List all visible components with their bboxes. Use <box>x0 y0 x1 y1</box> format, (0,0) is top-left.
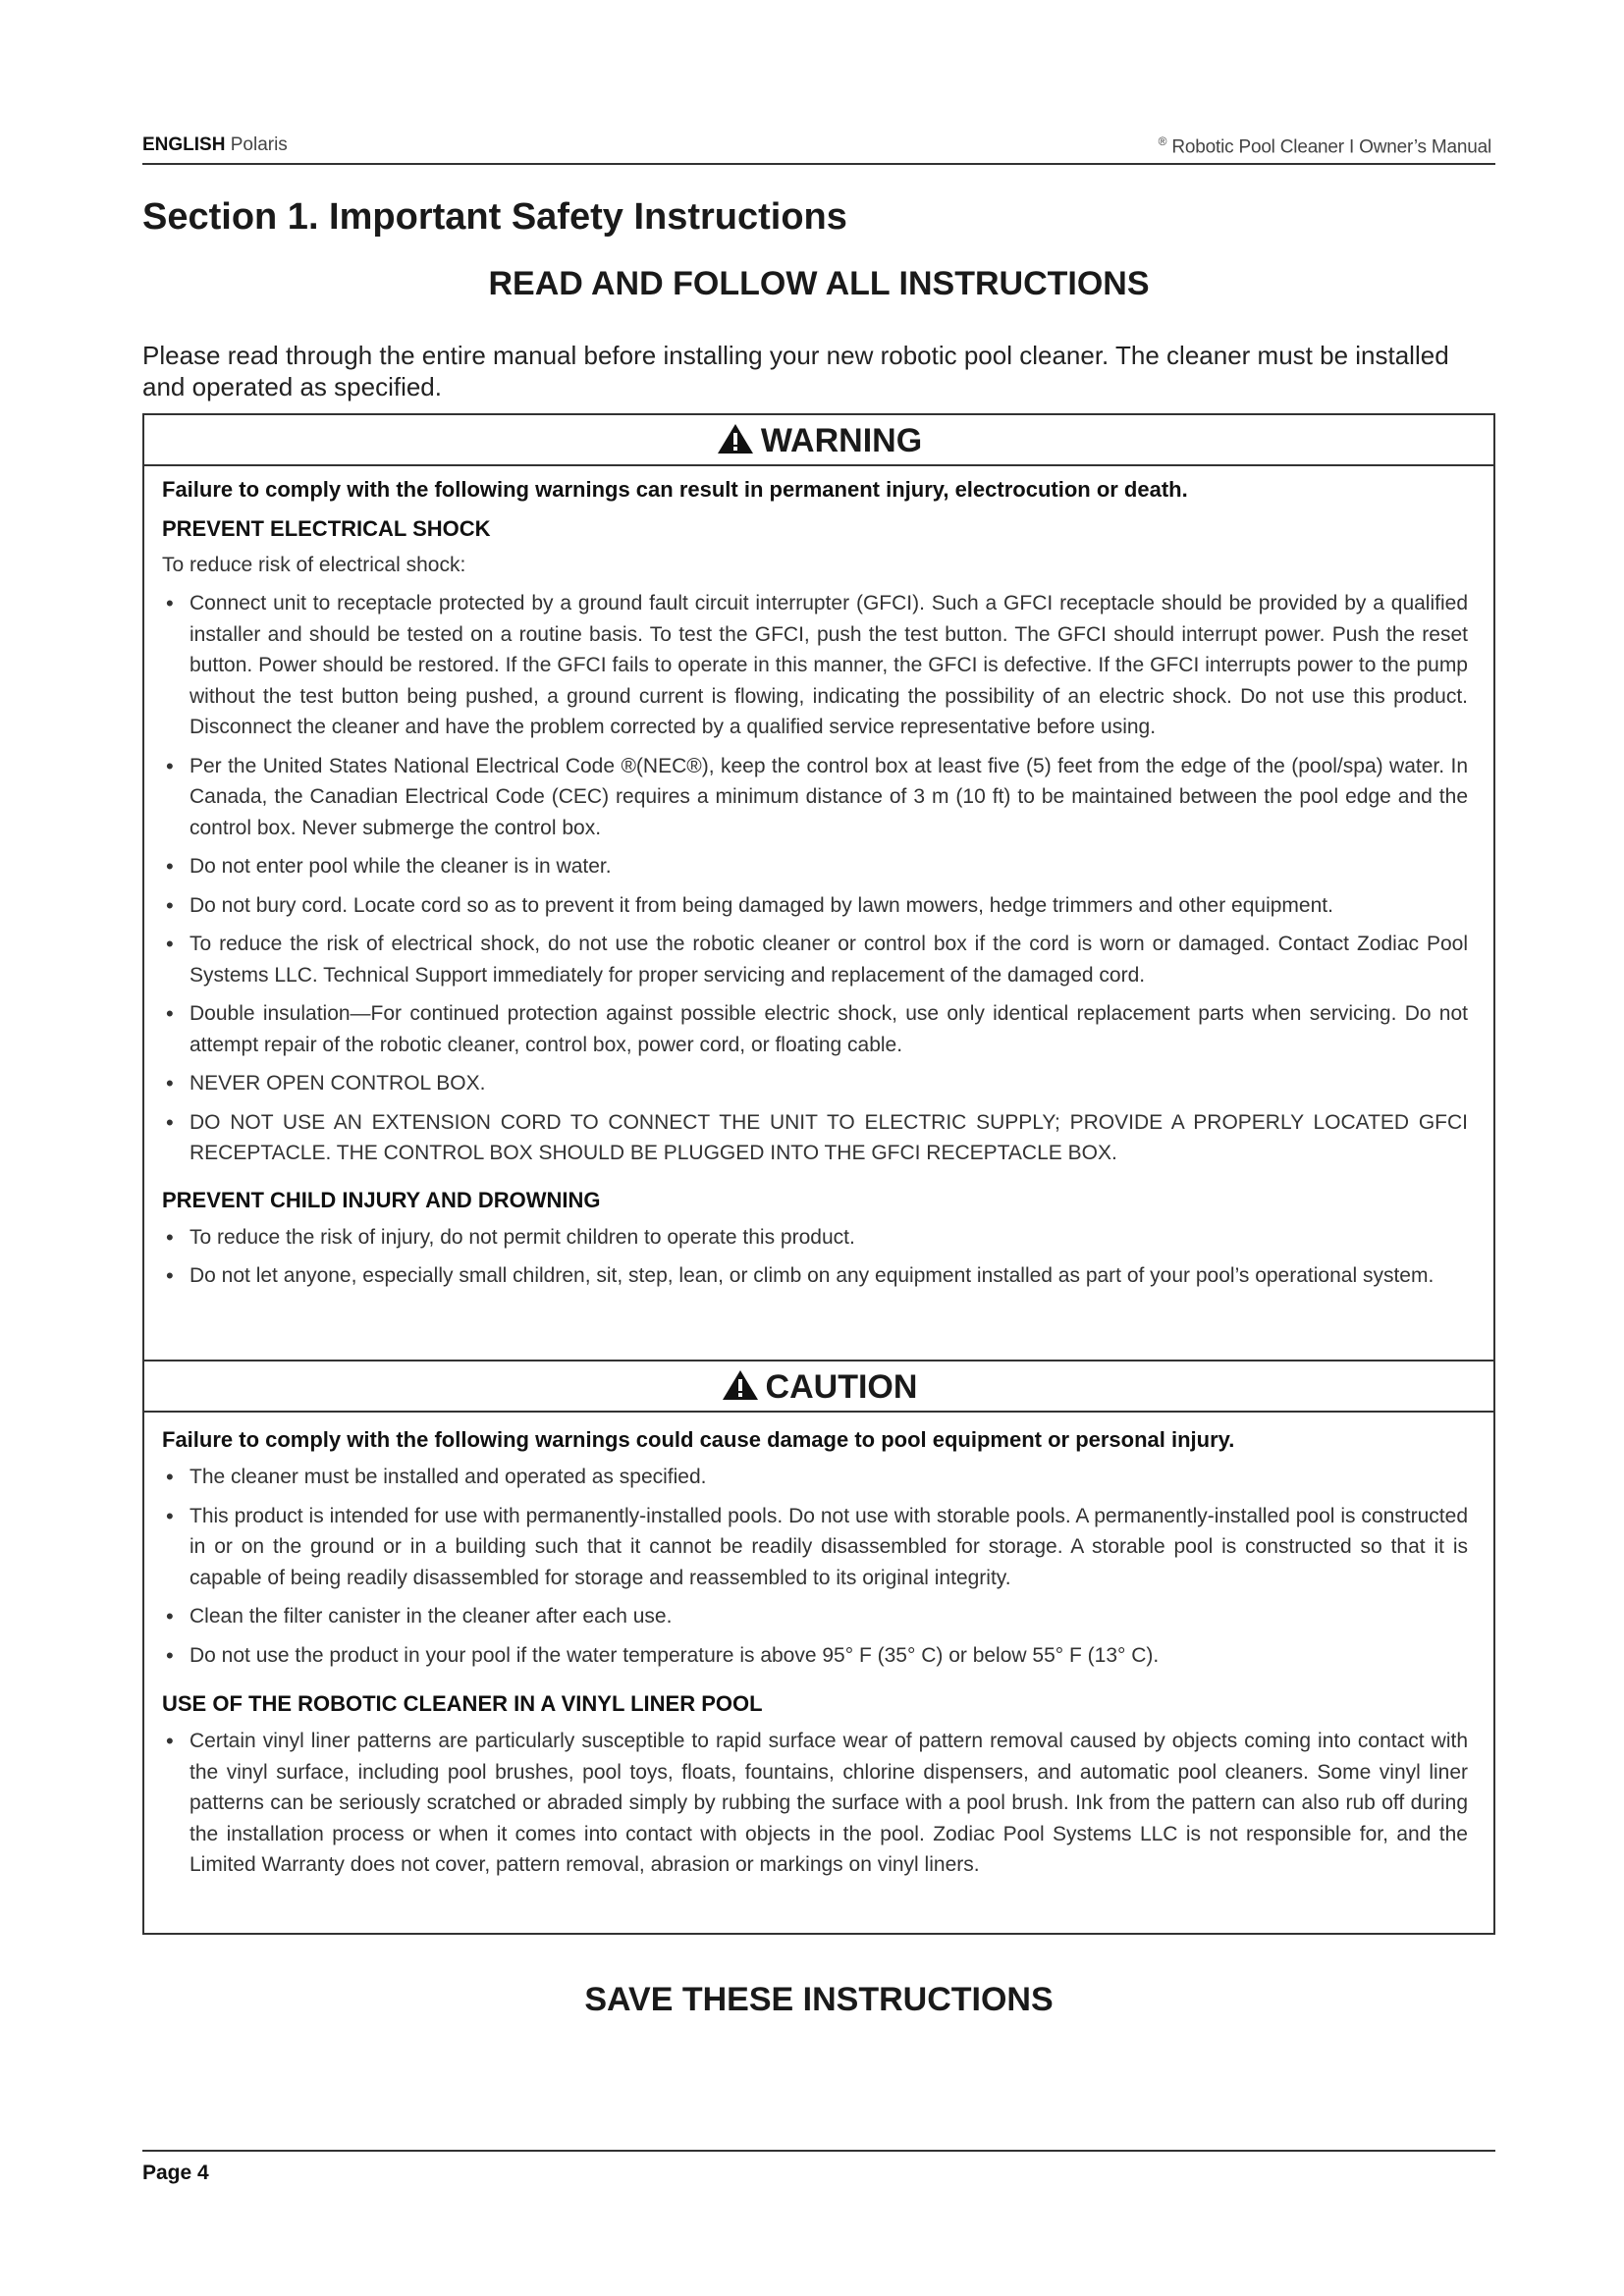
list-item: • Clean the filter canister in the cleaner after each use. <box>162 1601 1468 1632</box>
list-item: • To reduce the risk of electrical shock, do not use the robotic cleaner or control box if the cord is worn or damaged. Contact Zodiac Pool Systems LLC. Technical Support immediately for proper servicing and replacement of the damaged cord. <box>162 929 1468 990</box>
list-item: • The cleaner must be installed and operated as specified. <box>162 1462 1468 1493</box>
vinyl-list <box>162 1726 1468 1881</box>
warning-lead: Failure to comply with the following warnings can result in permanent injury, electrocution or death. <box>162 477 1188 502</box>
electrical-heading: PREVENT ELECTRICAL SHOCK <box>162 516 491 541</box>
list-item: • This product is intended for use with permanently-installed pools. Do not use with storable pools. A permanently-installed pool is constructed in or on the ground or in a building such that it cannot be readily disassembled for storage. A storable pool is constructed so that it is capable of being readily disassembled for storage and reassembled to its original integrity. <box>162 1501 1468 1594</box>
child-heading: PREVENT CHILD INJURY AND DROWNING <box>162 1187 601 1212</box>
page-number: Page 4 <box>142 2162 209 2184</box>
list-item: • Certain vinyl liner patterns are particularly susceptible to rapid surface wear of pattern removal caused by objects coming into contact with the vinyl surface, including pool brushes, pool toys, floats, fountains, chlorine dispensers, and automatic pool cleaners. Some vinyl liner patterns can be seriously scratched or abraded simply by rubbing the surface with a pool brush. Ink from the pattern can also rub off during the installation process or when it comes into contact with objects in the pool. Zodiac Pool Systems LLC is not responsible for, and the Limited Warranty does not cover, pattern removal, abrasion or markings on vinyl liners. <box>162 1726 1468 1881</box>
caution-triangle-icon <box>721 1368 760 1402</box>
header-left <box>142 134 288 156</box>
list-item: • Do not let anyone, especially small children, sit, step, lean, or climb on any equipment installed as part of your pool’s operational system. <box>162 1260 1468 1292</box>
caution-list <box>162 1462 1468 1671</box>
footer-rule <box>142 2150 1495 2152</box>
list-item: • Do not use the product in your pool if the water temperature is above 95° F (35° C) or below 55° F (13° C). <box>162 1640 1468 1672</box>
page-header <box>142 130 1495 165</box>
list-item: • Double insulation—For continued protection against possible electric shock, use only identical replacement parts when servicing. Do not attempt repair of the robotic cleaner, control box, power cord, or floating cable. <box>162 998 1468 1060</box>
page-subtitle: READ AND FOLLOW ALL INSTRUCTIONS <box>488 265 1150 302</box>
list-item: • NEVER OPEN CONTROL BOX. <box>162 1068 1468 1099</box>
warning-banner-label: WARNING <box>760 422 923 459</box>
intro-paragraph: Please read through the entire manual before installing your new robotic pool cleaner. The cleaner must be installed and operated as specified. <box>142 341 1449 401</box>
caution-banner-label: CAUTION <box>765 1368 918 1406</box>
header-reg-mark: ® <box>1158 134 1167 148</box>
list-item: • DO NOT USE AN EXTENSION CORD TO CONNECT THE UNIT TO ELECTRIC SUPPLY; PROVIDE A PROPERLY LOCATED GFCI RECEPTACLE. THE CONTROL BOX SHOULD BE PLUGGED INTO THE GFCI RECEPTACLE BOX. <box>162 1107 1468 1169</box>
header-language: ENGLISH <box>142 134 226 155</box>
header-manual-title: Robotic Pool Cleaner I Owner’s Manual <box>1171 136 1491 158</box>
caution-lead: Failure to comply with the following warnings could cause damage to pool equipment or personal injury. <box>162 1427 1235 1452</box>
list-item: • To reduce the risk of injury, do not permit children to operate this product. <box>162 1222 1468 1254</box>
caution-banner <box>144 1360 1493 1413</box>
list-item: • Connect unit to receptacle protected by a ground fault circuit interrupter (GFCI). Such a GFCI receptacle should be provided by a qualified installer and should be tested on a routine basis. To test the GFCI, push the test button. The GFCI should interrupt power. Push the reset button. Power should be restored. If the GFCI fails to operate in this manner, the GFCI is defective. If the GFCI interrupts power to the pump without the test button being pushed, a ground current is flowing, indicating the possibility of an electric shock. Do not use this product. Disconnect the cleaner and have the problem corrected by a qualified service representative before using. <box>162 588 1468 743</box>
safety-box <box>142 413 1495 1935</box>
warning-banner <box>144 415 1493 466</box>
header-brand: Polaris <box>230 134 288 155</box>
warning-triangle-icon <box>716 422 755 455</box>
electrical-intro: To reduce risk of electrical shock: <box>162 554 466 576</box>
vinyl-heading: USE OF THE ROBOTIC CLEANER IN A VINYL LINER POOL <box>162 1691 763 1716</box>
electrical-list <box>162 588 1468 1169</box>
list-item: • Do not enter pool while the cleaner is in water. <box>162 851 1468 882</box>
caution-content <box>162 1426 1468 1881</box>
list-item: • Per the United States National Electrical Code ®(NEC®), keep the control box at least five (5) feet from the edge of the (pool/spa) water. In Canada, the Canadian Electrical Code (CEC) requires a minimum distance of 3 m (10 ft) to be maintained between the pool edge and the control box. Never submerge the control box. <box>162 751 1468 844</box>
list-item: • Do not bury cord. Locate cord so as to prevent it from being damaged by lawn mowers, hedge trimmers and other equipment. <box>162 890 1468 922</box>
header-right <box>1159 134 1491 158</box>
warning-content <box>162 476 1468 1292</box>
save-instructions: SAVE THESE INSTRUCTIONS <box>584 1981 1054 2018</box>
section-title: Section 1. Important Safety Instructions <box>142 196 847 238</box>
child-list <box>162 1222 1468 1292</box>
